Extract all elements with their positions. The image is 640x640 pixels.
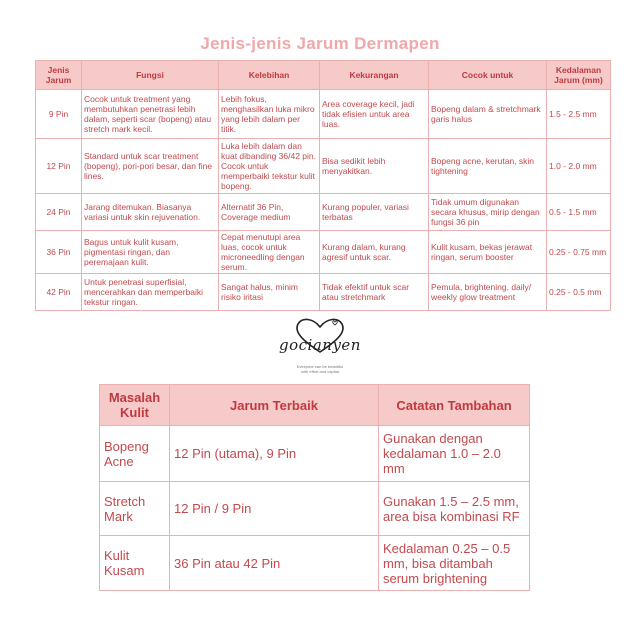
- cell-kelebihan: Lebih fokus, menghasilkan luka mikro yang lebih dalam per titik.: [219, 90, 320, 139]
- cell-jenis: 24 Pin: [36, 194, 82, 231]
- cell-kedalaman: 0.25 - 0.5 mm: [547, 274, 611, 311]
- cell-jenis: 12 Pin: [36, 139, 82, 194]
- cell-jarum: 12 Pin / 9 Pin: [170, 482, 379, 536]
- cell-kelebihan: Luka lebih dalam dan kuat dibanding 36/42 pin. Cocok untuk memperbaiki tekstur kulit bopeng.: [219, 139, 320, 194]
- cell-fungsi: Cocok untuk treatment yang membutuhkan penetrasi lebih dalam, seperti scar (bopeng) atau stretch mark kecil.: [82, 90, 219, 139]
- table-row: [100, 482, 530, 536]
- cell-kekurangan: Kurang dalam, kurang agresif untuk scar.: [320, 231, 429, 274]
- cell-catatan: Gunakan 1.5 – 2.5 mm, area bisa kombinasi RF: [379, 482, 530, 536]
- header-masalah-kulit: Masalah Kulit: [100, 385, 170, 426]
- cell-kekurangan: Bisa sedikit lebih menyakitkan.: [320, 139, 429, 194]
- cell-kekurangan: Kurang populer, variasi terbatas: [320, 194, 429, 231]
- cell-kedalaman: 0.25 - 0.75 mm: [547, 231, 611, 274]
- dermapen-needle-table: [35, 60, 611, 311]
- cell-kelebihan: Sangat halus, minim risiko iritasi: [219, 274, 320, 311]
- table-header-row: [100, 385, 530, 426]
- cell-jenis: 36 Pin: [36, 231, 82, 274]
- header-jenis-jarum: Jenis Jarum: [36, 61, 82, 90]
- cell-masalah: Bopeng Acne: [100, 426, 170, 482]
- cell-fungsi: Jarang ditemukan. Biasanya variasi untuk skin rejuvenation.: [82, 194, 219, 231]
- cell-fungsi: Bagus untuk kulit kusam, pigmentasi ringan, dan peremajaan kulit.: [82, 231, 219, 274]
- cell-kelebihan: Cepat menutupi area luas, cocok untuk microneedling dengan serum.: [219, 231, 320, 274]
- cell-fungsi: Untuk penetrasi superfisial, mencerahkan dan memperbaiki tekstur ringan.: [82, 274, 219, 311]
- header-kekurangan: Kekurangan: [320, 61, 429, 90]
- cell-kelebihan: Alternatif 36 Pin, Coverage medium: [219, 194, 320, 231]
- table-row: [36, 139, 611, 194]
- cell-kedalaman: 0.5 - 1.5 mm: [547, 194, 611, 231]
- cell-jarum: 12 Pin (utama), 9 Pin: [170, 426, 379, 482]
- cell-kedalaman: 1.0 - 2.0 mm: [547, 139, 611, 194]
- cell-cocok: Kulit kusam, bekas jerawat ringan, serum booster: [429, 231, 547, 274]
- cell-masalah: Kulit Kusam: [100, 536, 170, 591]
- brand-tagline: Everyone can be beautiful with effort and capital: [296, 364, 344, 374]
- cell-fungsi: Standard untuk scar treatment (bopeng), pori-pori besar, dan fine lines.: [82, 139, 219, 194]
- cell-cocok: Bopeng acne, kerutan, skin tightening: [429, 139, 547, 194]
- header-jarum-terbaik: Jarum Terbaik: [170, 385, 379, 426]
- cell-cocok: Bopeng dalam & stretchmark garis halus: [429, 90, 547, 139]
- cell-jenis: 42 Pin: [36, 274, 82, 311]
- cell-kekurangan: Area coverage kecil, jadi tidak efisien untuk area luas.: [320, 90, 429, 139]
- cell-jarum: 36 Pin atau 42 Pin: [170, 536, 379, 591]
- cell-catatan: Kedalaman 0.25 – 0.5 mm, bisa ditambah serum brightening: [379, 536, 530, 591]
- header-cocok-untuk: Cocok untuk: [429, 61, 547, 90]
- table-row: [36, 194, 611, 231]
- cell-catatan: Gunakan dengan kedalaman 1.0 – 2.0 mm: [379, 426, 530, 482]
- brand-logo: [270, 316, 370, 378]
- table-row: [36, 274, 611, 311]
- cell-cocok: Pemula, brightening, daily/ weekly glow treatment: [429, 274, 547, 311]
- table-row: [100, 536, 530, 591]
- skin-problem-table: [99, 384, 530, 591]
- header-catatan-tambahan: Catatan Tambahan: [379, 385, 530, 426]
- header-kedalaman: Kedalaman Jarum (mm): [547, 61, 611, 90]
- cell-masalah: Stretch Mark: [100, 482, 170, 536]
- cell-jenis: 9 Pin: [36, 90, 82, 139]
- cell-kedalaman: 1.5 - 2.5 mm: [547, 90, 611, 139]
- page-title: Jenis-jenis Jarum Dermapen: [200, 34, 440, 53]
- table-row: [36, 90, 611, 139]
- table-header-row: [36, 61, 611, 90]
- brand-name: gocianyen: [279, 336, 361, 354]
- header-fungsi: Fungsi: [82, 61, 219, 90]
- table-row: [36, 231, 611, 274]
- cell-kekurangan: Tidak efektif untuk scar atau stretchmark: [320, 274, 429, 311]
- header-kelebihan: Kelebihan: [219, 61, 320, 90]
- table-row: [100, 426, 530, 482]
- cell-cocok: Tidak umum digunakan secara khusus, mirip dengan fungsi 36 pin: [429, 194, 547, 231]
